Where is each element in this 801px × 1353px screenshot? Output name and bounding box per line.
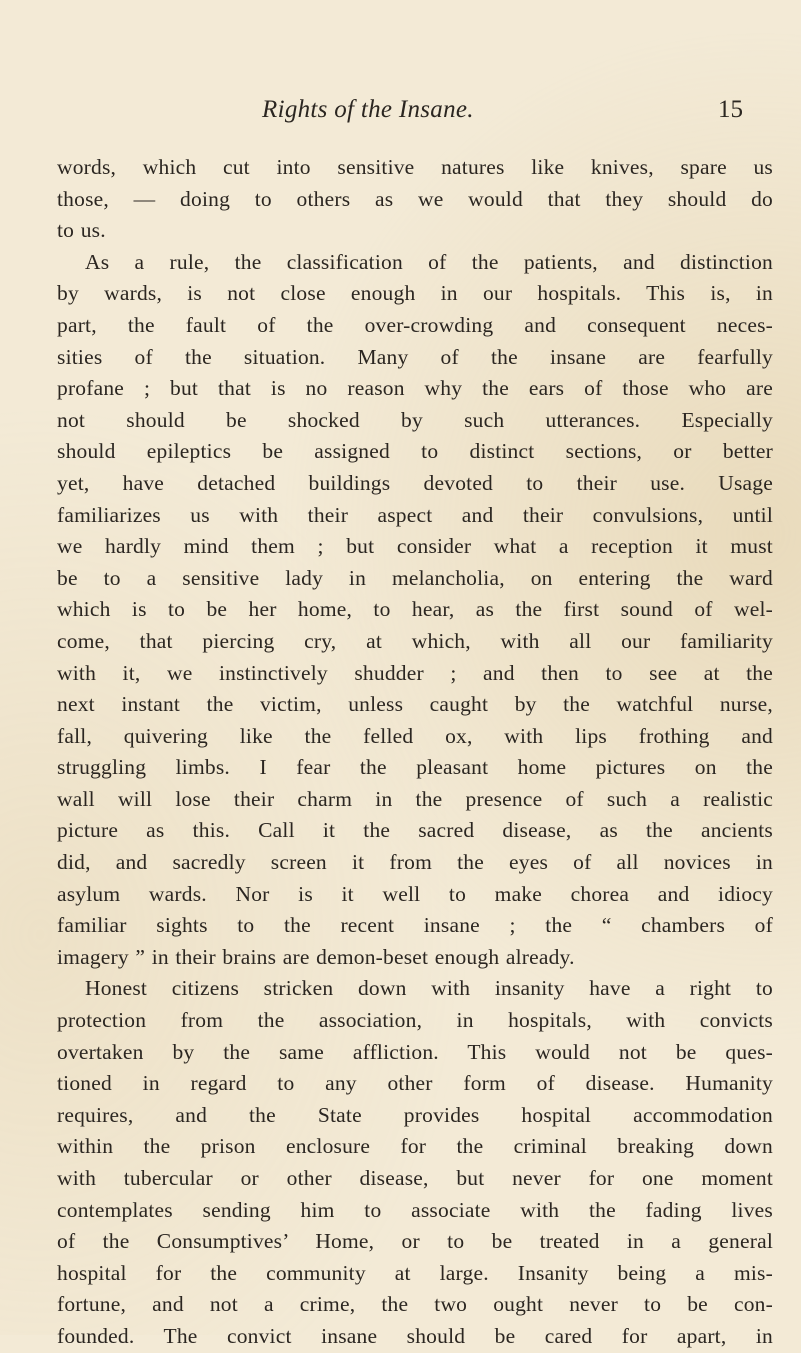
text-line: which is to be her home, to hear, as the first sound of wel- — [57, 597, 773, 622]
text-line: did, and sacredly screen it from the eyes of all novices in — [57, 850, 773, 875]
text-line: to us. — [57, 218, 106, 243]
text-line: fall, quivering like the felled ox, with lips frothing and — [57, 723, 773, 748]
text-line: tioned in regard to any other form of disease. Humanity — [57, 1071, 773, 1096]
text-line: come, that piercing cry, at which, with all our familiarity — [57, 628, 773, 653]
text-line: words, which cut into sensitive natures like knives, spare us — [57, 155, 773, 179]
text-line: we hardly mind them ; but consider what a reception it must — [57, 534, 773, 559]
text-line: of the Consumptives’ Home, or to be treated in a general — [57, 1229, 773, 1254]
text-line: imagery ” in their brains are demon-beset enough already. — [57, 944, 575, 969]
text-line: by wards, is not close enough in our hospitals. This is, in — [57, 281, 773, 306]
page-number: 15 — [718, 96, 743, 123]
text-line: part, the fault of the over-crowding and consequent neces- — [57, 312, 773, 337]
text-line: asylum wards. Nor is it well to make chorea and idiocy — [57, 881, 773, 906]
text-line: next instant the victim, unless caught by the watchful nurse, — [57, 692, 773, 717]
running-head — [0, 96, 801, 130]
text-line: profane ; but that is no reason why the ears of those who are — [57, 376, 773, 401]
text-line: those, — doing to others as we would that they should do — [57, 186, 773, 211]
text-line: wall will lose their charm in the presence of such a realistic — [57, 786, 773, 811]
text-line: with tubercular or other disease, but never for one moment — [57, 1166, 773, 1190]
text-line: requires, and the State provides hospital accommodation — [57, 1102, 773, 1127]
text-line: contemplates sending him to associate with the fading lives — [57, 1197, 773, 1222]
text-line: not should be shocked by such utterances. Especially — [57, 407, 773, 432]
running-title: Rights of the Insane. — [262, 96, 474, 123]
text-line: struggling limbs. I fear the pleasant home pictures on the — [57, 755, 773, 780]
text-line: protection from the association, in hospitals, with convicts — [57, 1008, 773, 1033]
paragraph-start-line: As a rule, the classification of the patients, and distinction — [85, 249, 773, 274]
text-line: sities of the situation. Many of the insane are fearfully — [57, 344, 773, 369]
text-line: overtaken by the same affliction. This would not be ques- — [57, 1039, 773, 1064]
text-line: hospital for the community at large. Insanity being a mis- — [57, 1260, 773, 1285]
text-line: fortune, and not a crime, the two ought never to be con- — [57, 1292, 773, 1317]
text-line: familiar sights to the recent insane ; the “ chambers of — [57, 913, 773, 938]
text-line: picture as this. Call it the sacred disease, as the ancients — [57, 818, 773, 843]
text-line: yet, have detached buildings devoted to their use. Usage — [57, 470, 773, 495]
text-line: within the prison enclosure for the criminal breaking down — [57, 1134, 773, 1159]
paragraph-start-line: Honest citizens stricken down with insanity have a right to — [85, 976, 773, 1001]
text-line: familiarizes us with their aspect and their convulsions, until — [57, 502, 773, 527]
text-line: with it, we instinctively shudder ; and then to see at the — [57, 660, 773, 685]
text-line: founded. The convict insane should be cared for apart, in — [57, 1323, 773, 1348]
text-line: be to a sensitive lady in melancholia, on entering the ward — [57, 565, 773, 590]
body-text — [57, 152, 773, 1353]
text-line: should epileptics be assigned to distinct sections, or better — [57, 439, 773, 464]
